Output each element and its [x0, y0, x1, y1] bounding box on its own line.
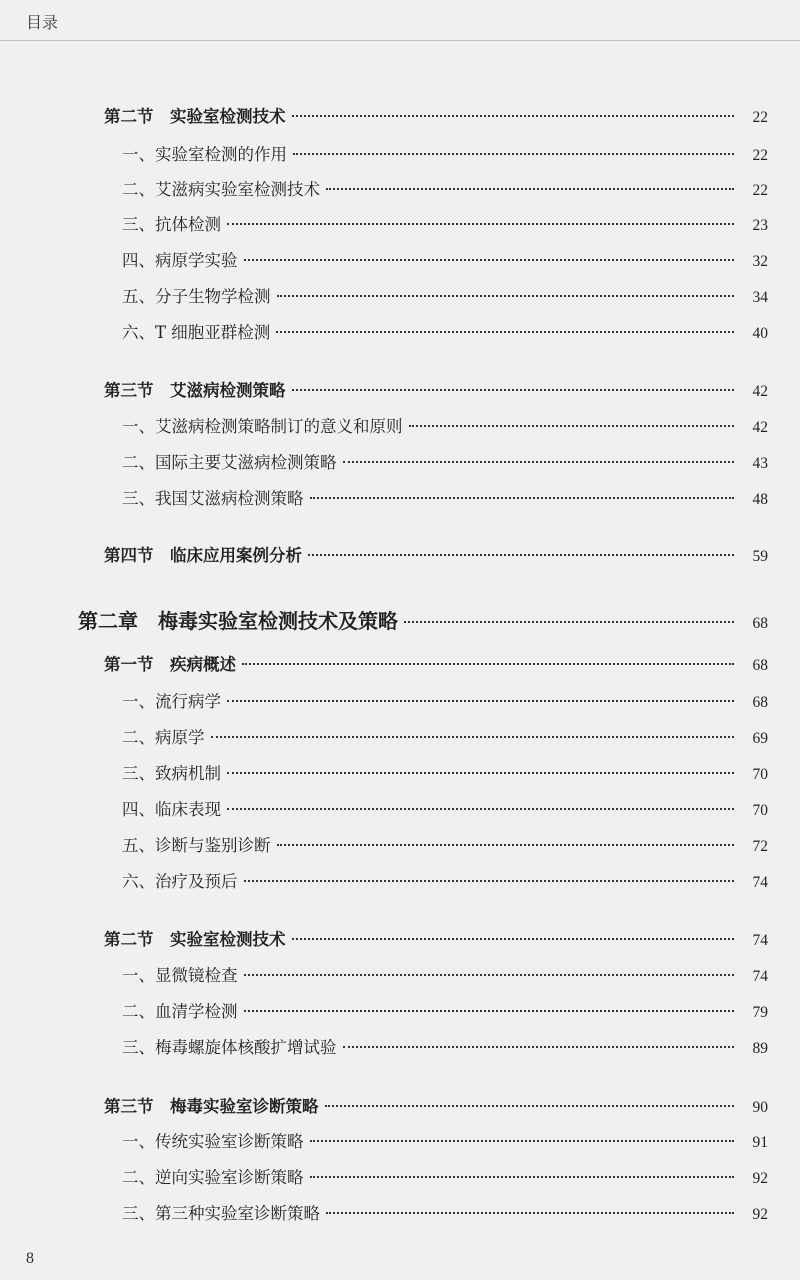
dot-leader — [244, 1010, 735, 1012]
toc-entry-title: 第二节 实验室检测技术 — [104, 107, 286, 126]
dot-leader — [227, 808, 734, 810]
toc-entry-page: 22 — [752, 182, 768, 199]
dot-leader — [276, 331, 734, 333]
dot-leader — [310, 497, 735, 499]
toc-section-entry[interactable] — [104, 103, 768, 127]
toc-item-entry[interactable] — [122, 247, 768, 271]
toc-entry-page: 72 — [752, 838, 768, 855]
toc-section-entry[interactable] — [104, 926, 768, 950]
toc-entry-page: 74 — [752, 968, 768, 985]
toc-item-entry[interactable] — [122, 760, 768, 784]
toc-item-entry[interactable] — [122, 485, 768, 509]
toc-entry-title: 一、流行病学 — [122, 692, 221, 711]
toc-entry-page: 23 — [752, 217, 768, 234]
toc-entry-page: 74 — [752, 874, 768, 891]
toc-item-entry[interactable] — [122, 211, 768, 235]
toc-item-entry[interactable] — [122, 1034, 768, 1058]
toc-entry-page: 32 — [752, 253, 768, 270]
toc-entry-page: 42 — [752, 383, 768, 400]
dot-leader — [292, 938, 735, 940]
toc-entry-title: 第二节 实验室检测技术 — [104, 930, 286, 949]
dot-leader — [404, 621, 734, 623]
dot-leader — [277, 295, 735, 297]
toc-entry-title: 六、T 细胞亚群检测 — [122, 323, 271, 342]
dot-leader — [244, 880, 735, 882]
toc-section-entry[interactable] — [104, 1093, 768, 1117]
toc-item-entry[interactable] — [122, 449, 768, 473]
dot-leader — [310, 1176, 735, 1178]
toc-entry-page: 22 — [752, 109, 768, 126]
toc-item-entry[interactable] — [122, 1128, 768, 1152]
dot-leader — [292, 389, 735, 391]
toc-entry-title: 六、治疗及预后 — [122, 872, 238, 891]
toc-entry-title: 五、分子生物学检测 — [122, 287, 271, 306]
toc-entry-page: 68 — [752, 694, 768, 711]
toc-item-entry[interactable] — [122, 998, 768, 1022]
toc-item-entry[interactable] — [122, 868, 768, 892]
dot-leader — [244, 259, 735, 261]
dot-leader — [292, 115, 735, 117]
toc-entry-title: 第一节 疾病概述 — [104, 655, 236, 674]
dot-leader — [242, 663, 734, 665]
toc-entry-page: 70 — [752, 766, 768, 783]
toc-entry-page: 91 — [752, 1134, 768, 1151]
dot-leader — [211, 736, 735, 738]
toc-entry-title: 四、临床表现 — [122, 800, 221, 819]
toc-item-entry[interactable] — [122, 1200, 768, 1224]
toc-entry-page: 22 — [752, 147, 768, 164]
dot-leader — [409, 425, 735, 427]
toc-section-entry[interactable] — [104, 651, 768, 675]
toc-entry-title: 一、艾滋病检测策略制订的意义和原则 — [122, 417, 403, 436]
toc-entry-page: 92 — [752, 1206, 768, 1223]
toc-entry-title: 一、实验室检测的作用 — [122, 145, 287, 164]
toc-item-entry[interactable] — [122, 319, 768, 343]
toc-entry-page: 70 — [752, 802, 768, 819]
toc-entry-page: 59 — [752, 548, 768, 565]
toc-entry-page: 79 — [752, 1004, 768, 1021]
toc-entry-page: 48 — [752, 491, 768, 508]
toc-chapter-entry[interactable] — [78, 605, 768, 634]
dot-leader — [227, 223, 734, 225]
toc-entry-title: 二、血清学检测 — [122, 1002, 238, 1021]
toc-item-entry[interactable] — [122, 141, 768, 165]
toc-entry-title: 第四节 临床应用案例分析 — [104, 546, 302, 565]
dot-leader — [343, 1046, 735, 1048]
toc-entry-page: 89 — [752, 1040, 768, 1057]
toc-entry-title: 一、显微镜检查 — [122, 966, 238, 985]
toc-entry-title: 第二章 梅毒实验室检测技术及策略 — [78, 609, 398, 633]
toc-item-entry[interactable] — [122, 796, 768, 820]
dot-leader — [308, 554, 734, 556]
toc-entry-title: 第三节 艾滋病检测策略 — [104, 381, 286, 400]
toc-item-entry[interactable] — [122, 283, 768, 307]
toc-item-entry[interactable] — [122, 413, 768, 437]
dot-leader — [343, 461, 735, 463]
toc-entry-title: 三、致病机制 — [122, 764, 221, 783]
toc-entry-page: 43 — [752, 455, 768, 472]
toc-entry-title: 五、诊断与鉴别诊断 — [122, 836, 271, 855]
toc-section-entry[interactable] — [104, 542, 768, 566]
dot-leader — [310, 1140, 735, 1142]
dot-leader — [227, 700, 734, 702]
toc-entry-title: 二、艾滋病实验室检测技术 — [122, 180, 320, 199]
toc-item-entry[interactable] — [122, 724, 768, 748]
toc-entry-page: 68 — [752, 615, 768, 632]
toc-entry-title: 一、传统实验室诊断策略 — [122, 1132, 304, 1151]
dot-leader — [326, 188, 734, 190]
dot-leader — [277, 844, 735, 846]
toc-entry-page: 90 — [752, 1099, 768, 1116]
toc-entry-title: 三、抗体检测 — [122, 215, 221, 234]
dot-leader — [227, 772, 734, 774]
toc-entry-title: 三、我国艾滋病检测策略 — [122, 489, 304, 508]
dot-leader — [326, 1212, 734, 1214]
header-divider — [0, 40, 800, 41]
dot-leader — [293, 153, 734, 155]
toc-entry-page: 92 — [752, 1170, 768, 1187]
dot-leader — [244, 974, 735, 976]
toc-item-entry[interactable] — [122, 1164, 768, 1188]
toc-entry-page: 69 — [752, 730, 768, 747]
toc-entry-page: 34 — [752, 289, 768, 306]
toc-item-entry[interactable] — [122, 962, 768, 986]
toc-entry-page: 68 — [752, 657, 768, 674]
toc-entry-title: 二、病原学 — [122, 728, 205, 747]
toc-entry-page: 42 — [752, 419, 768, 436]
toc-item-entry[interactable] — [122, 832, 768, 856]
toc-item-entry[interactable] — [122, 688, 768, 712]
page-number: 8 — [26, 1250, 34, 1267]
toc-item-entry[interactable] — [122, 176, 768, 200]
toc-entry-page: 74 — [752, 932, 768, 949]
running-header: 目录 — [26, 13, 59, 32]
toc-entry-title: 三、梅毒螺旋体核酸扩增试验 — [122, 1038, 337, 1057]
toc-entry-title: 四、病原学实验 — [122, 251, 238, 270]
toc-entry-title: 二、逆向实验室诊断策略 — [122, 1168, 304, 1187]
toc-entry-title: 二、国际主要艾滋病检测策略 — [122, 453, 337, 472]
toc-section-entry[interactable] — [104, 377, 768, 401]
toc-entry-page: 40 — [752, 325, 768, 342]
toc-entry-title: 第三节 梅毒实验室诊断策略 — [104, 1097, 319, 1116]
dot-leader — [325, 1105, 735, 1107]
toc-entry-title: 三、第三种实验室诊断策略 — [122, 1204, 320, 1223]
